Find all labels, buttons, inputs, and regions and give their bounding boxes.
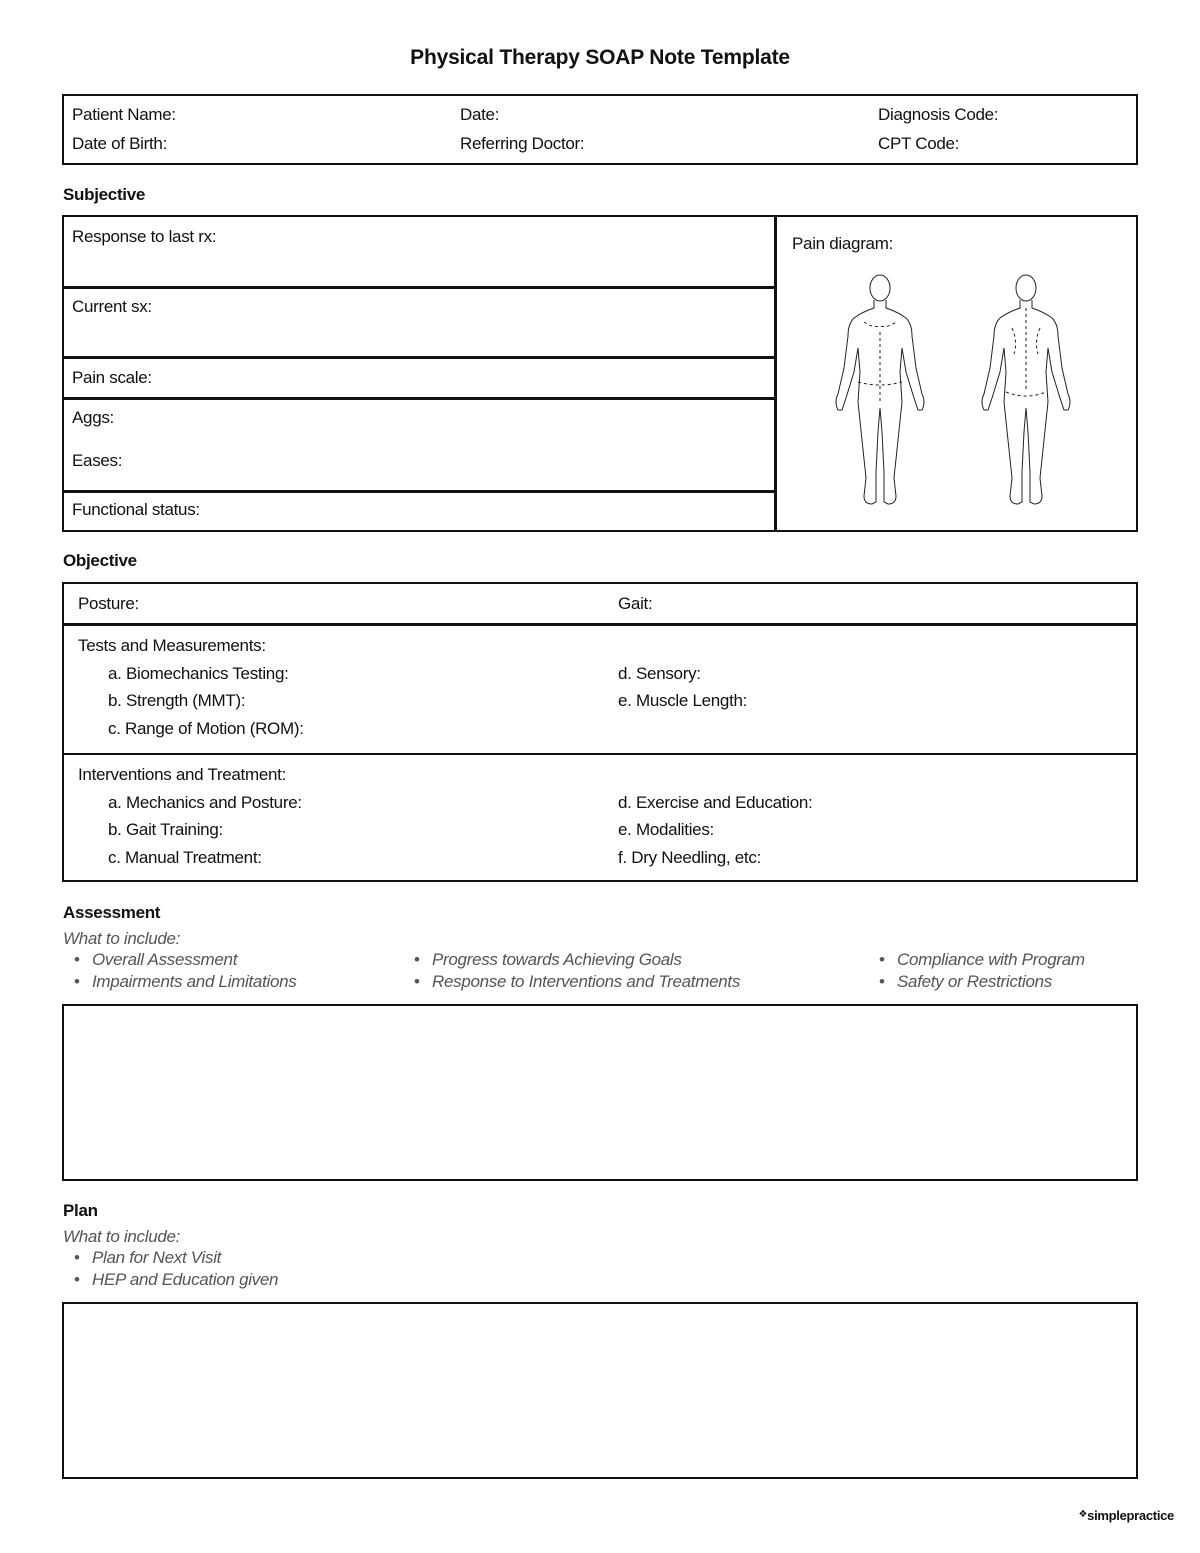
- plan-heading: Plan: [63, 1201, 98, 1220]
- list-item: • Progress towards Achieving Goals: [402, 949, 740, 971]
- plan-what-to-include: What to include:: [63, 1227, 181, 1246]
- subjective-divider: [774, 216, 777, 531]
- response-to-last-rx-field[interactable]: Response to last rx:: [72, 227, 217, 246]
- posture-field[interactable]: Posture:: [78, 594, 139, 613]
- assessment-what-to-include: What to include:: [63, 929, 181, 948]
- plan-list: [62, 1247, 278, 1291]
- patient-name-field[interactable]: Patient Name:: [72, 105, 176, 124]
- mechanics-posture-field[interactable]: a. Mechanics and Posture:: [108, 793, 302, 812]
- modalities-field[interactable]: e. Modalities:: [618, 820, 714, 839]
- dry-needling-field[interactable]: f. Dry Needling, etc:: [618, 848, 761, 867]
- muscle-length-field[interactable]: e. Muscle Length:: [618, 691, 748, 710]
- list-item: • Overall Assessment: [62, 949, 297, 971]
- sensory-field[interactable]: d. Sensory:: [618, 664, 701, 683]
- eases-field[interactable]: Eases:: [72, 451, 123, 470]
- pain-diagram-label: Pain diagram:: [792, 234, 893, 253]
- assessment-list-col3: [867, 949, 1085, 993]
- subjective-row-line: [63, 286, 775, 289]
- page-title: Physical Therapy SOAP Note Template: [410, 46, 790, 69]
- footer-brand: [1078, 1508, 1174, 1523]
- subjective-row-line: [63, 490, 775, 493]
- pain-scale-field[interactable]: Pain scale:: [72, 368, 152, 387]
- exercise-education-field[interactable]: d. Exercise and Education:: [618, 793, 813, 812]
- assessment-list-col1: [62, 949, 297, 993]
- aggs-field[interactable]: Aggs:: [72, 408, 114, 427]
- subjective-row-line: [63, 356, 775, 359]
- referring-doctor-field[interactable]: Referring Doctor:: [460, 134, 585, 153]
- brand-logo-icon: ❖: [1078, 1509, 1088, 1520]
- body-front-icon[interactable]: [828, 272, 938, 514]
- gait-field[interactable]: Gait:: [618, 594, 653, 613]
- date-field[interactable]: Date:: [460, 105, 500, 124]
- assessment-text-area[interactable]: [62, 1004, 1138, 1181]
- range-of-motion-field[interactable]: c. Range of Motion (ROM):: [108, 719, 304, 738]
- list-item: • Plan for Next Visit: [62, 1247, 278, 1269]
- manual-treatment-field[interactable]: c. Manual Treatment:: [108, 848, 262, 867]
- subjective-row-line: [63, 397, 775, 400]
- diagnosis-code-field[interactable]: Diagnosis Code:: [878, 105, 999, 124]
- assessment-heading: Assessment: [63, 903, 161, 922]
- interventions-heading: Interventions and Treatment:: [78, 765, 287, 784]
- tests-measurements-heading: Tests and Measurements:: [78, 636, 266, 655]
- gait-training-field[interactable]: b. Gait Training:: [108, 820, 223, 839]
- subjective-heading: Subjective: [63, 185, 146, 204]
- list-item: • Impairments and Limitations: [62, 971, 297, 993]
- current-sx-field[interactable]: Current sx:: [72, 297, 152, 316]
- brand-name: simplepractice: [1087, 1508, 1174, 1523]
- objective-row-line: [63, 753, 1137, 755]
- date-of-birth-field[interactable]: Date of Birth:: [72, 134, 168, 153]
- objective-row-line: [63, 623, 1137, 626]
- list-item: • Response to Interventions and Treatments: [402, 971, 740, 993]
- strength-mmt-field[interactable]: b. Strength (MMT):: [108, 691, 246, 710]
- cpt-code-field[interactable]: CPT Code:: [878, 134, 960, 153]
- plan-text-area[interactable]: [62, 1302, 1138, 1479]
- list-item: • Compliance with Program: [867, 949, 1085, 971]
- list-item: • Safety or Restrictions: [867, 971, 1085, 993]
- assessment-list-col2: [402, 949, 740, 993]
- biomechanics-testing-field[interactable]: a. Biomechanics Testing:: [108, 664, 289, 683]
- functional-status-field[interactable]: Functional status:: [72, 500, 200, 519]
- list-item: • HEP and Education given: [62, 1269, 278, 1291]
- objective-heading: Objective: [63, 551, 137, 570]
- body-back-icon[interactable]: [974, 272, 1084, 514]
